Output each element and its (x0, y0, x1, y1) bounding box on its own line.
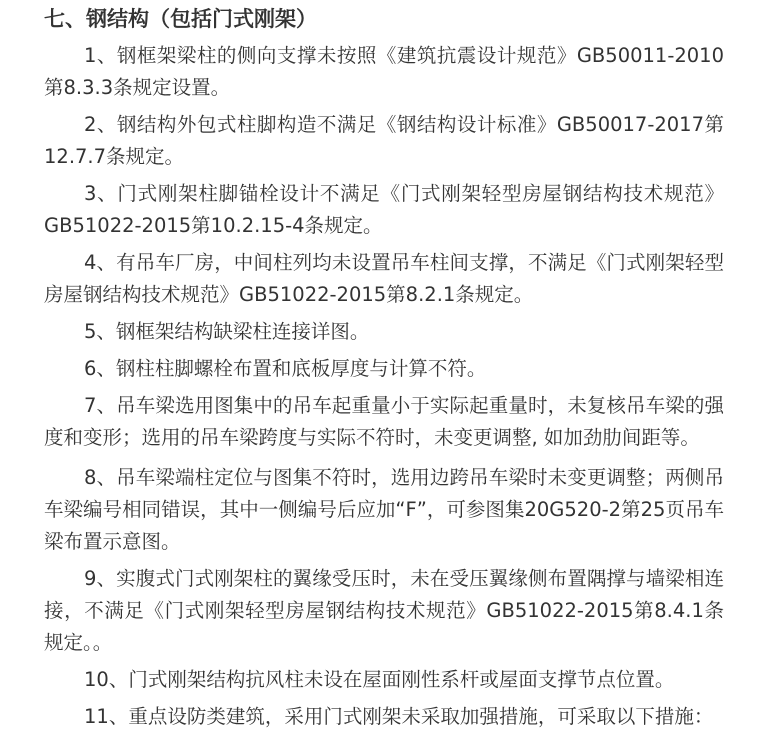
list-item-8: 8、吊车梁端柱定位与图集不符时，选用边跨吊车梁时未变更调整；两侧吊车梁编号相同错误，其中一侧编号后应加“F”，可参图集20G520-2第25页吊车梁布置示意图。 (44, 466, 724, 553)
list-item-6: 6、钢柱柱脚螺栓布置和底板厚度与计算不符。 (84, 357, 487, 380)
list-item-5: 5、钢框架结构缺梁柱连接详图。 (84, 320, 370, 343)
list-item-4: 4、有吊车厂房，中间柱列均未设置吊车柱间支撑，不满足《门式刚架轻型房屋钢结构技术规范》GB51022-2015第8.2.1条规定。 (44, 251, 724, 306)
list-item-10: 10、门式刚架结构抗风柱未设在屋面刚性系杆或屋面支撑节点位置。 (84, 668, 675, 691)
list-item-7: 7、吊车梁选用图集中的吊车起重量小于实际起重量时，未复核吊车梁的强度和变形；选用的吊车梁跨度与实际不符时，未变更调整, 如加劲肋间距等。 (44, 394, 724, 449)
list-item-3: 3、门式刚架柱脚锚栓设计不满足《门式刚架轻型房屋钢结构技术规范》GB51022-2015第10.2.15-4条规定。 (44, 182, 724, 237)
list-item-11: 11、重点设防类建筑，采用门式刚架未采取加强措施，可采取以下措施： (84, 705, 714, 728)
section-heading: 七、钢结构（包括门式刚架） (44, 7, 317, 31)
list-item-2: 2、钢结构外包式柱脚构造不满足《钢结构设计标准》GB50017-2017第12.7.7条规定。 (44, 113, 724, 168)
list-item-9: 9、实腹式门式刚架柱的翼缘受压时，未在受压翼缘侧布置隅撑与墙梁相连接，不满足《门式刚架轻型房屋钢结构技术规范》GB51022-2015第8.4.1条规定。。 (44, 567, 724, 654)
list-item-1: 1、钢框架梁柱的侧向支撑未按照《建筑抗震设计规范》GB50011-2010第8.3.3条规定设置。 (44, 44, 724, 99)
document-body (44, 0, 724, 733)
